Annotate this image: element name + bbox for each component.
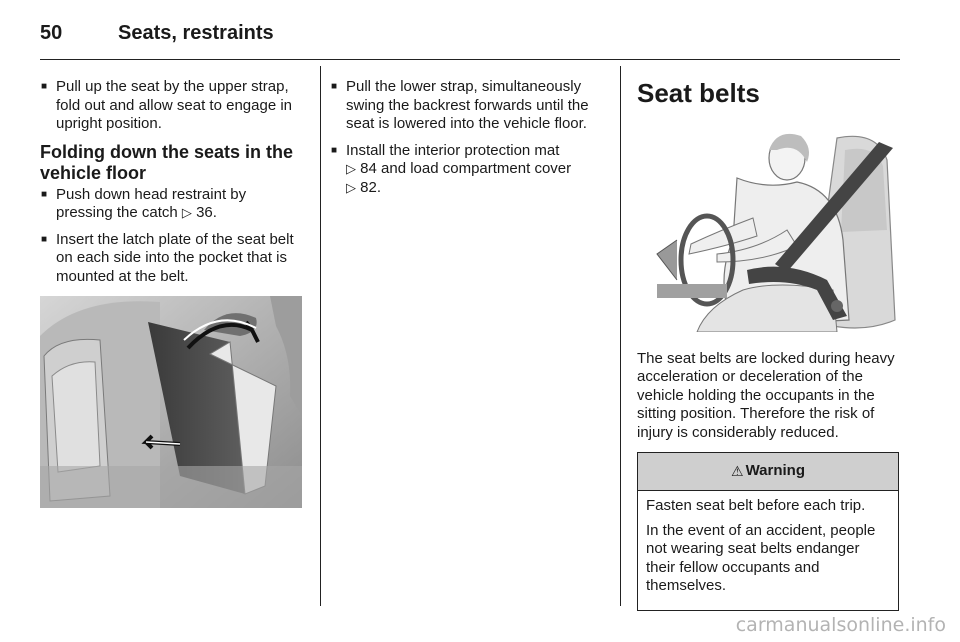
warning-box [637, 452, 899, 611]
warning-header [638, 453, 898, 491]
warning-triangle-icon: ⚠ [731, 463, 744, 480]
arrow-right-icon: ▷ [346, 179, 356, 195]
list-item: ■ Pull the lower strap, simultaneously swing the backrest forwards until the seat is lowered into the vehicle floor. [330, 78, 608, 134]
warning-heading: Warning [745, 462, 805, 480]
seat-belts-title: Seat belts [637, 78, 760, 108]
bullet-list-1 [40, 78, 306, 134]
bullet-list-2 [40, 186, 306, 287]
arrow-right-icon: ▷ [181, 205, 192, 220]
page-reference[interactable]: 36. [196, 204, 217, 221]
list-item: ■ Insert the latch plate of the seat belt on each side into the pocket that is mounted at the belt. [40, 231, 306, 287]
seat-belts-description: The seat belts are locked during heavy acceleration or deceleration of the vehicle holding the occupants in the sitting position. Therefore the risk of injury is considerably reduced. [637, 349, 895, 441]
page-reference[interactable]: 84 [360, 160, 377, 177]
watermark: carmanualsonline.info [735, 614, 946, 636]
driver-seat-belt-illustration [637, 120, 899, 332]
header-rule [40, 59, 900, 60]
list-item [330, 142, 608, 198]
column-1 [40, 78, 306, 514]
bullet-list-3 [330, 78, 608, 197]
cargo-seat-photo [40, 296, 302, 508]
arrow-right-icon: ▷ [346, 161, 356, 176]
column-divider-2 [620, 66, 621, 606]
list-item-text: Push down head restraint by pressing the catch [56, 185, 247, 221]
warning-line: Fasten seat belt before each trip. [646, 497, 866, 514]
warning-line: In the event of an accident, people not wearing seat belts endanger their fellow occupants and themselves. [646, 521, 876, 594]
page-number: 50 [40, 21, 63, 44]
subheading-folding-down: Folding down the seats in the vehicle floor [40, 141, 294, 183]
list-item-text: and load compartment cover [376, 160, 572, 177]
column-divider-1 [320, 66, 321, 606]
section-title: Seats, restraints [118, 21, 274, 44]
list-item [40, 186, 306, 223]
list-item: ■ Pull up the seat by the upper strap, fold out and allow seat to engage in upright position. [40, 78, 306, 134]
warning-body [638, 491, 898, 610]
page-reference[interactable]: 82. [360, 178, 382, 196]
list-item-text: Install the interior protection mat [346, 141, 560, 159]
column-3 [637, 78, 905, 611]
column-2 [330, 78, 608, 205]
page-header [40, 18, 274, 48]
